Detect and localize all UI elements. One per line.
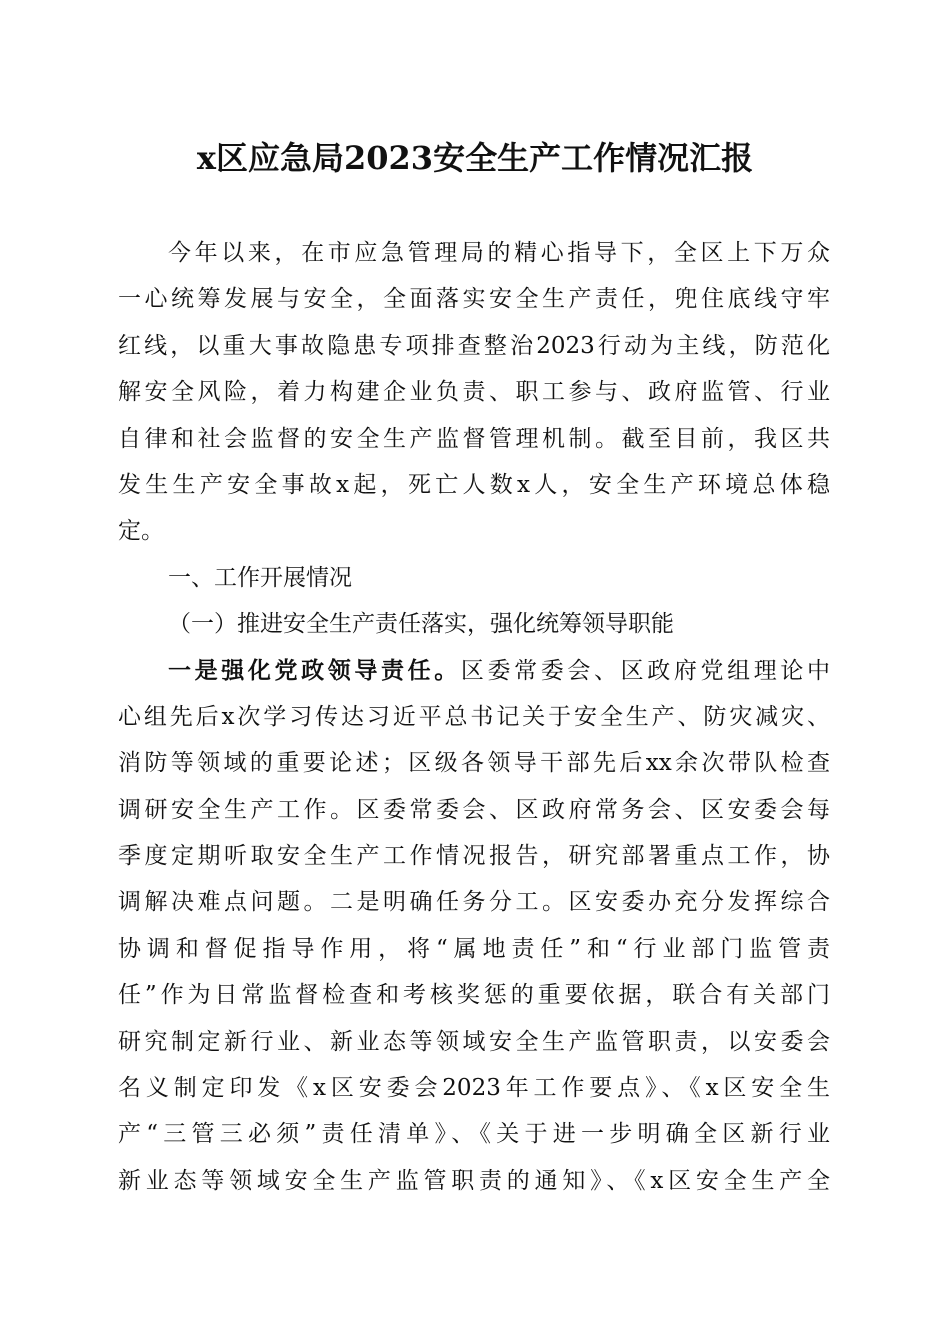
- paragraph-line: 任”作为日常监督检查和考核奖惩的重要依据，联合有关部门: [118, 982, 830, 1009]
- document-body: [118, 230, 830, 1204]
- paragraph-line: 心组先后x次学习传达习近平总书记关于安全生产、防灾减灾、: [118, 703, 830, 730]
- intro-line: 自律和社会监督的安全生产监督管理机制。截至目前，我区共: [118, 425, 830, 452]
- paragraph-first-rest: 区委常委会、区政府党组理论中: [460, 657, 830, 684]
- document-title: x区应急局2023安全生产工作情况汇报: [196, 139, 754, 177]
- intro-line: 定。: [118, 518, 164, 545]
- paragraph-lead: 一是强化党政领导责任。: [168, 656, 461, 684]
- paragraph-line: 产“三管三必须”责任清单》、《关于进一步明确全区新行业: [118, 1121, 830, 1148]
- paragraph-line: 新业态等领域安全生产监管职责的通知》、《x区安全生产全: [118, 1167, 830, 1194]
- paragraph-line: 调研安全生产工作。区委常委会、区政府常务会、区安委会每: [118, 796, 830, 823]
- paragraph-first-line: [118, 648, 830, 694]
- paragraph-line: 消防等领域的重要论述；区级各领导干部先后xx余次带队检查: [118, 750, 830, 777]
- paragraph-line: 调解决难点问题。二是明确任务分工。区安委办充分发挥综合: [118, 889, 830, 916]
- intro-line: 红线，以重大事故隐患专项排查整治2023行动为主线，防范化: [118, 332, 830, 359]
- intro-line: 解安全风险，着力构建企业负责、职工参与、政府监管、行业: [118, 379, 830, 406]
- paragraph-line: 季度定期听取安全生产工作情况报告，研究部署重点工作，协: [118, 843, 830, 870]
- intro-line: 一心统筹发展与安全，全面落实安全生产责任，兜住底线守牢: [118, 286, 830, 313]
- intro-line: 今年以来，在市应急管理局的精心指导下，全区上下万众: [168, 240, 830, 266]
- paragraph-line: 协调和督促指导作用，将“属地责任”和“行业部门监管责: [118, 935, 830, 962]
- paragraph-line: 研究制定新行业、新业态等领域安全生产监管职责，以安委会: [118, 1028, 830, 1055]
- subsection-heading: （一）推进安全生产责任落实，强化统筹领导职能: [168, 611, 674, 638]
- section-heading: 一、工作开展情况: [168, 564, 352, 591]
- paragraph-line: 名义制定印发《x区安委会2023年工作要点》、《x区安全生: [118, 1075, 830, 1102]
- intro-line: 发生生产安全事故x起，死亡人数x人，安全生产环境总体稳: [118, 471, 830, 498]
